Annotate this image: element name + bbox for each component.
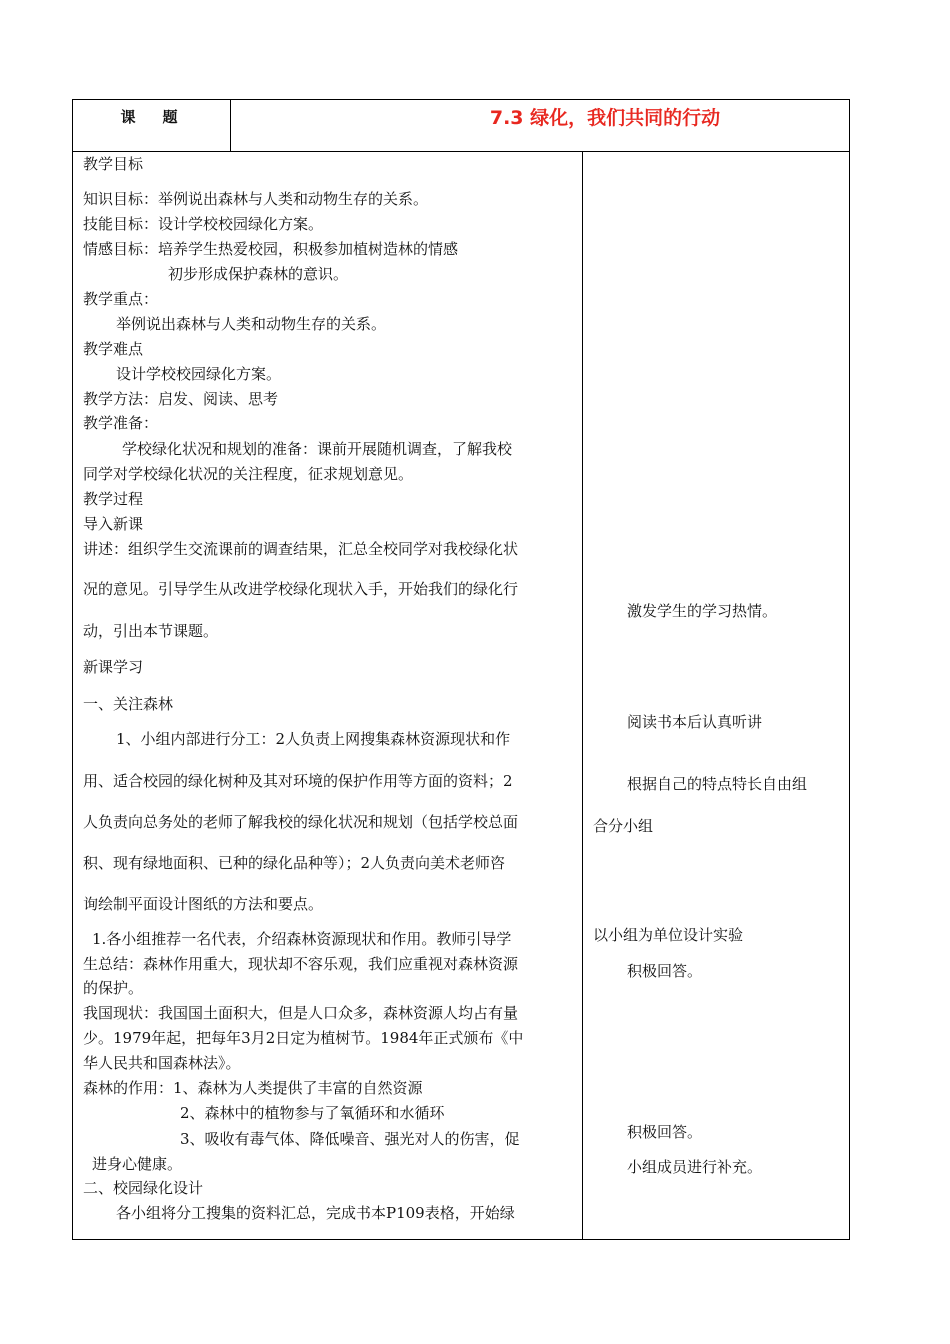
main-line: 教学重点： bbox=[83, 290, 159, 308]
side-line: 积极回答。 bbox=[627, 1123, 703, 1141]
main-line: 同学对学校绿化状况的关注程度，征求规划意见。 bbox=[83, 465, 414, 483]
main-line: 1.各小组推荐一名代表，介绍森林资源现状和作用。教师引导学 bbox=[92, 930, 512, 948]
main-line: 学校绿化状况和规划的准备：课前开展随机调查，了解我校 bbox=[122, 440, 513, 458]
main-line: 知识目标：举例说出森林与人类和动物生存的关系。 bbox=[83, 190, 429, 208]
main-line: 教学过程 bbox=[83, 490, 144, 508]
column-divider bbox=[582, 151, 583, 1239]
main-line: 少。1979年起，把每年3月2日定为植树节。1984年正式颁布《中 bbox=[83, 1029, 524, 1047]
lesson-title bbox=[231, 100, 849, 151]
header-divider bbox=[230, 100, 231, 151]
lesson-plan-table bbox=[72, 99, 850, 1240]
main-line: 教学目标 bbox=[83, 155, 144, 173]
main-line: 教学准备： bbox=[83, 414, 159, 432]
main-line: 华人民共和国森林法》。 bbox=[83, 1054, 241, 1072]
main-line: 动，引出本节课题。 bbox=[83, 622, 219, 640]
main-line: 2、森林中的植物参与了氧循环和水循环 bbox=[180, 1104, 445, 1122]
side-line: 阅读书本后认真听讲 bbox=[627, 713, 763, 731]
side-line: 积极回答。 bbox=[627, 962, 703, 980]
main-line: 我国现状：我国国土面积大，但是人口众多，森林资源人均占有量 bbox=[83, 1004, 519, 1022]
main-line: 一、关注森林 bbox=[83, 695, 174, 713]
main-line: 各小组将分工搜集的资料汇总，完成书本P109表格，开始绿 bbox=[116, 1204, 515, 1222]
main-line: 二、校园绿化设计 bbox=[83, 1179, 204, 1197]
lesson-title-text: 7.3 绿化，我们共同的行动 bbox=[489, 107, 721, 129]
main-line: 的保护。 bbox=[83, 979, 144, 997]
main-line: 教学难点 bbox=[83, 340, 144, 358]
main-line: 设计学校校园绿化方案。 bbox=[116, 365, 282, 383]
side-line: 合分小组 bbox=[593, 817, 654, 835]
main-line: 积、现有绿地面积、已种的绿化品种等）；2人负责向美术老师咨 bbox=[83, 854, 506, 872]
main-line: 初步形成保护森林的意识。 bbox=[168, 265, 349, 283]
main-line: 导入新课 bbox=[83, 515, 144, 533]
main-line: 3、吸收有毒气体、降低噪音、强光对人的伤害，促 bbox=[180, 1130, 520, 1148]
main-line: 生总结：森林作用重大，现状却不容乐观，我们应重视对森林资源 bbox=[83, 955, 519, 973]
main-line: 询绘制平面设计图纸的方法和要点。 bbox=[83, 895, 324, 913]
side-line: 小组成员进行补充。 bbox=[627, 1158, 763, 1176]
header-rule bbox=[73, 151, 849, 152]
main-line: 用、适合校园的绿化树种及其对环境的保护作用等方面的资料；2 bbox=[83, 772, 513, 790]
main-line: 进身心健康。 bbox=[92, 1155, 183, 1173]
main-line: 新课学习 bbox=[83, 658, 144, 676]
main-line: 人负责向总务处的老师了解我校的绿化状况和规划（包括学校总面 bbox=[83, 813, 519, 831]
main-line: 举例说出森林与人类和动物生存的关系。 bbox=[116, 315, 387, 333]
main-line: 森林的作用：1、森林为人类提供了丰富的自然资源 bbox=[83, 1079, 423, 1097]
main-line: 况的意见。引导学生从改进学校绿化现状入手，开始我们的绿化行 bbox=[83, 580, 519, 598]
side-line: 根据自己的特点特长自由组 bbox=[627, 775, 808, 793]
main-line: 1、小组内部进行分工：2人负责上网搜集森林资源现状和作 bbox=[116, 730, 511, 748]
main-line: 教学方法：启发、阅读、思考 bbox=[83, 390, 279, 408]
main-line: 技能目标：设计学校校园绿化方案。 bbox=[83, 215, 324, 233]
main-line: 讲述：组织学生交流课前的调查结果，汇总全校同学对我校绿化状 bbox=[83, 540, 519, 558]
side-line: 以小组为单位设计实验 bbox=[593, 926, 744, 944]
topic-label: 课 题 bbox=[120, 108, 184, 126]
side-line: 激发学生的学习热情。 bbox=[627, 602, 778, 620]
main-line: 情感目标：培养学生热爱校园，积极参加植树造林的情感 bbox=[83, 240, 459, 258]
